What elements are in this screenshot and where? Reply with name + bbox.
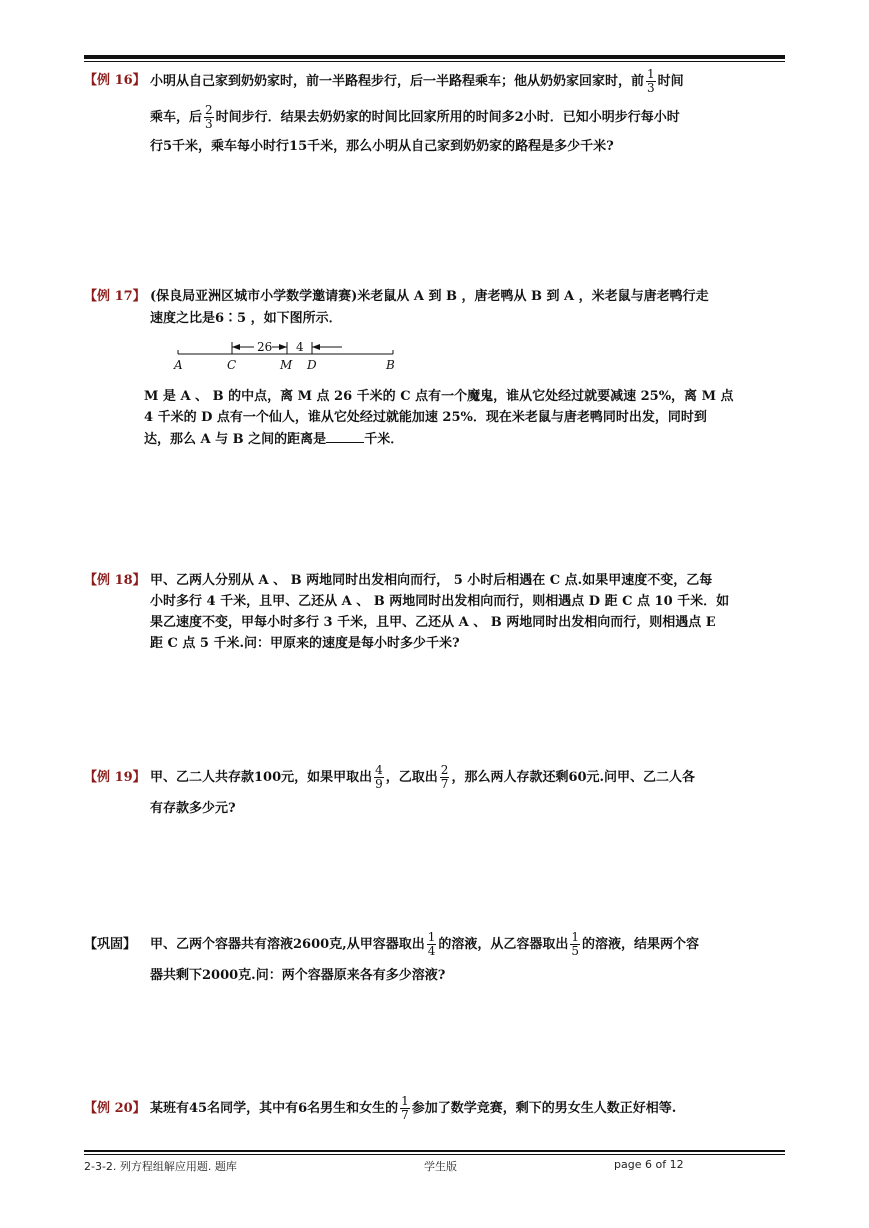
problem-text: 甲、乙二人共存款100元，如果甲取出	[150, 770, 373, 785]
problem-text: 行5千米，乘车每小时行15千米，那么小明从自己家到奶奶家的路程是多少千米?	[150, 139, 614, 154]
point-c: C	[227, 358, 237, 372]
problem-text: 参加了数学竞赛，剩下的男女生人数正好相等.	[411, 1101, 677, 1116]
problem-label: 【例 18】	[84, 573, 146, 588]
problem-text: ，乙取出	[385, 770, 438, 785]
problem-text: 时间	[657, 74, 684, 89]
problem-text: 时间步行．结果去奶奶家的时间比回家所用的时间多2小时．已知小明步行每小时	[215, 110, 680, 125]
problem-text: ，那么两人存款还剩60元.问甲、乙二人各	[451, 770, 696, 785]
arrow-left-head	[232, 344, 240, 350]
point-b: B	[386, 358, 395, 372]
segment-diagram	[170, 338, 410, 374]
fraction: $\frac{1}{7}$	[401, 1094, 409, 1122]
problem-text: 4 千米的 D 点有一个仙人，谁从它处经过就能加速 25%．现在米老鼠与唐老鸭同时出发，同时到	[144, 410, 707, 425]
fraction: $\frac{2}{7}$	[440, 763, 449, 791]
footer-page-number: page 6 of 12	[614, 1158, 684, 1171]
problem-label: 【例 17】	[84, 289, 146, 304]
problem-20	[84, 1095, 789, 1121]
problem-label: 【例 20】	[84, 1101, 146, 1116]
problem-label: 【巩固】	[84, 937, 137, 952]
fraction: $\frac{1}{5}$	[571, 930, 580, 958]
fraction: $\frac{1}{3}$	[647, 67, 655, 95]
problem-text: 果乙速度不变，甲每小时多行 3 千米，且甲、乙还从 A 、 B 两地同时出发相向而行，则相遇点 E	[150, 615, 716, 630]
problem-text: 距 C 点 5 千米.问：甲原来的速度是每小时多少千米?	[150, 636, 460, 651]
problem-text: 小明从自己家到奶奶家时，前一半路程步行，后一半路程乘车；他从奶奶家回家时，前	[150, 74, 645, 89]
problem-text: 的溶液，从乙容器取出	[438, 937, 569, 952]
fraction: $\frac{4}{9}$	[375, 763, 383, 791]
problem-label: 【例 16】	[84, 73, 146, 88]
problem-text: 甲、乙两个容器共有溶液2600克,从甲容器取出	[150, 937, 425, 952]
bottom-rule-thin	[84, 1154, 785, 1155]
problem-18	[84, 570, 789, 654]
arrow-mid-head	[279, 344, 287, 350]
top-rule-thin	[84, 61, 785, 62]
fraction: $\frac{2}{3}$	[205, 103, 213, 131]
segment-label-cm: 26	[257, 340, 273, 354]
answer-blank	[326, 428, 364, 443]
fraction: $\frac{1}{4}$	[427, 930, 436, 958]
problem-text: 有存款多少元?	[150, 801, 236, 816]
problem-text: 某班有45名同学，其中有6名男生和女生的	[150, 1101, 399, 1116]
problem-text: 甲、乙两人分别从 A 、 B 两地同时出发相向而行， 5 小时后相遇在 C 点.如果甲速度不变，乙每	[150, 573, 713, 588]
footer-doc-title: 2-3-2. 列方程组解应用题. 题库	[84, 1160, 237, 1173]
point-a: A	[174, 358, 183, 372]
footer-edition: 学生版	[424, 1160, 457, 1173]
problem-text: 乘车，后	[150, 110, 203, 125]
problem-17	[84, 284, 789, 332]
problem-text: 千米．	[364, 432, 404, 447]
problem-consolidation	[84, 931, 789, 989]
segment-label-md: 4	[296, 340, 304, 354]
point-d: D	[307, 358, 317, 372]
problem-label: 【例 19】	[84, 770, 146, 785]
problem-text: 速度之比是6∶5 ，如下图所示．	[150, 311, 342, 326]
problem-text: 器共剩下2000克.问：两个容器原来各有多少溶液?	[150, 968, 446, 983]
arrow-right-head	[312, 344, 320, 350]
problem-text: M 是 A 、 B 的中点，离 M 点 26 千米的 C 点有一个魔鬼，谁从它处经过就要减速 25%，离 M 点	[144, 389, 734, 404]
bottom-rule-thick	[84, 1150, 785, 1152]
problem-17-continued	[144, 386, 789, 449]
problem-text: 小时多行 4 千米，且甲、乙还从 A 、 B 两地同时出发相向而行，则相遇点 D 距 C 点 10 千米．如	[150, 594, 730, 609]
point-m: M	[280, 358, 293, 372]
problem-text: 的溶液，结果两个容	[582, 937, 700, 952]
problem-19	[84, 764, 789, 822]
problem-text: 达，那么 A 与 B 之间的距离是	[144, 432, 327, 447]
problem-16	[84, 68, 789, 160]
problem-text: (保良局亚洲区城市小学数学邀请赛)米老鼠从 A 到 B ，唐老鸭从 B 到 A ，米老鼠与唐老鸭行走	[150, 289, 709, 304]
top-rule-thick	[84, 55, 785, 59]
